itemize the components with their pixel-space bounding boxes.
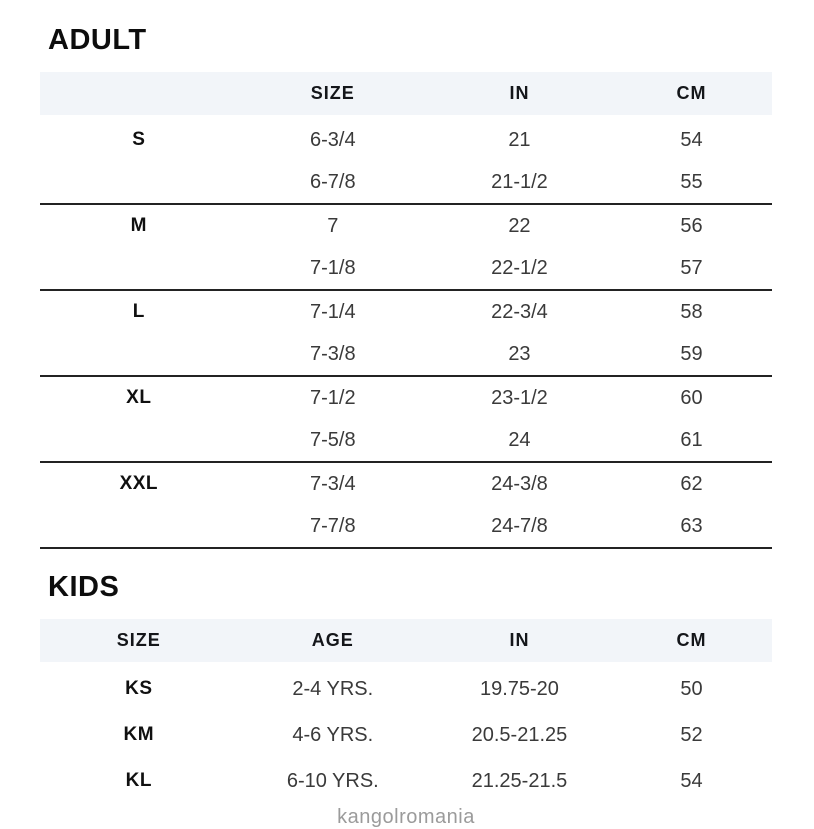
table-cell: 22 [508,214,531,237]
table-cell: 7-5/8 [309,428,356,451]
column-header-in: IN [428,72,611,117]
table-cell: 60 [680,386,703,409]
table-cell: 56 [680,214,703,237]
kids-table-header [40,619,772,664]
adult-table-header [40,72,772,117]
column-header-cm: CM [611,72,772,117]
size-label-cell: KS [125,678,153,699]
size-label-cell [40,161,238,204]
column-header-blank [40,72,238,117]
size-label-cell [40,247,238,290]
table-cell: 7-1/4 [309,300,356,323]
table-cell: 7-1/2 [309,386,356,409]
table-row [40,333,772,376]
adult-size-group [40,290,772,376]
table-cell: 4-6 YRS. [292,723,374,746]
adult-size-group [40,462,772,548]
table-row [40,419,772,462]
table-cell: 54 [680,128,703,151]
table-cell: 50 [680,677,703,700]
size-label-cell: S [132,129,146,150]
header-row [40,72,772,117]
table-cell: 23 [508,342,531,365]
table-cell: 7-7/8 [309,514,356,537]
table-cell: 24-7/8 [491,514,548,537]
size-label-cell: XXL [119,473,159,494]
table-cell: 6-7/8 [309,170,356,193]
size-label-cell: M [130,215,147,236]
table-row [40,664,772,712]
table-cell: 6-3/4 [309,128,356,151]
size-label-cell: KM [123,724,155,745]
column-header-size: SIZE [238,72,428,117]
table-cell: 52 [680,723,703,746]
table-row [40,505,772,548]
kids-table-body [40,664,772,804]
table-cell: 20.5-21.25 [471,723,568,746]
adult-size-group [40,117,772,204]
column-header-cm: CM [611,619,772,664]
adult-section-title: ADULT [48,24,147,56]
table-row [40,462,772,505]
table-cell: 22-3/4 [491,300,548,323]
table-cell: 57 [680,256,703,279]
adult-table [40,72,772,549]
size-label-cell: XL [126,387,152,408]
table-cell: 21.25-21.5 [471,769,568,792]
table-cell: 19.75-20 [479,677,559,700]
table-cell: 54 [680,769,703,792]
table-cell: 2-4 YRS. [292,677,374,700]
table-row [40,290,772,333]
table-cell: 59 [680,342,703,365]
table-cell: 24 [508,428,531,451]
column-header-size: SIZE [40,619,238,664]
table-cell: 21-1/2 [491,170,548,193]
table-cell: 61 [680,428,703,451]
table-row [40,758,772,804]
table-cell: 6-10 YRS. [286,769,379,792]
column-header-in: IN [428,619,611,664]
size-label-cell [40,419,238,462]
adult-size-group [40,204,772,290]
table-cell: 7-3/8 [309,342,356,365]
table-row [40,376,772,419]
table-row [40,247,772,290]
table-cell: 7 [327,214,339,237]
table-cell: 63 [680,514,703,537]
table-cell: 58 [680,300,703,323]
table-cell: 62 [680,472,703,495]
table-row [40,117,772,161]
table-cell: 7-1/8 [309,256,356,279]
column-header-age: AGE [238,619,428,664]
table-cell: 7-3/4 [309,472,356,495]
table-row [40,204,772,247]
table-cell: 21 [508,128,531,151]
header-row [40,619,772,664]
kids-table [40,619,772,804]
table-row [40,712,772,758]
kids-section-title: KIDS [48,571,120,603]
size-label-cell: L [132,301,145,322]
watermark-text: kangolromania [337,806,475,828]
size-label-cell: KL [125,770,152,791]
adult-size-group [40,376,772,462]
table-row [40,161,772,204]
size-label-cell [40,505,238,548]
table-cell: 24-3/8 [491,472,548,495]
table-cell: 23-1/2 [491,386,548,409]
table-cell: 22-1/2 [491,256,548,279]
table-cell: 55 [680,170,703,193]
size-label-cell [40,333,238,376]
